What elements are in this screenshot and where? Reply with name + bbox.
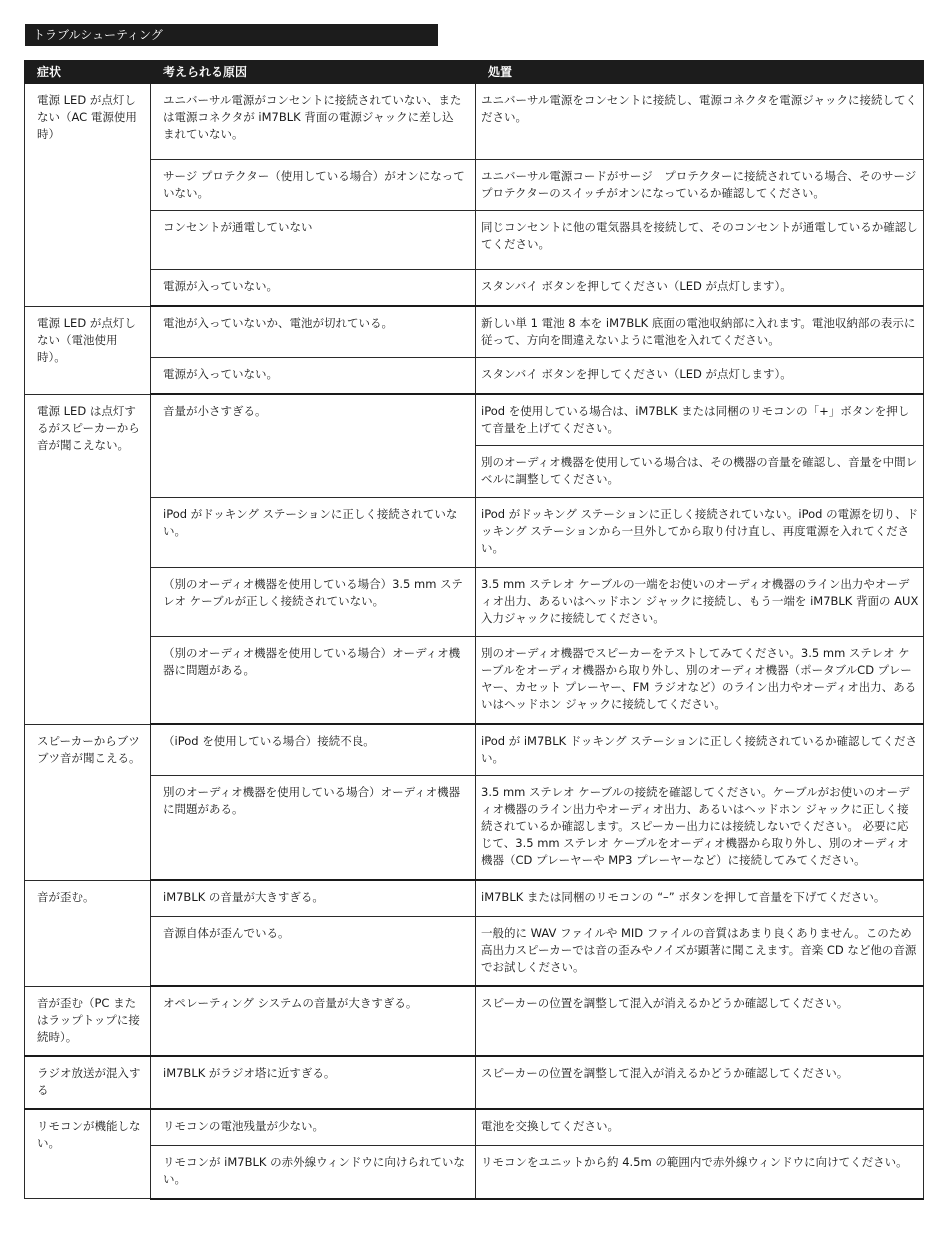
solution-cell: スタンバイ ボタンを押してください（LED が点灯します）。 xyxy=(476,270,924,307)
header-cause: 考えられる原因 xyxy=(151,61,476,84)
table-row xyxy=(25,160,924,211)
table-row xyxy=(25,986,924,1056)
table-row xyxy=(25,917,924,987)
table-row xyxy=(25,84,924,160)
cause-cell: 音源自体が歪んでいる。 xyxy=(151,917,476,987)
table-row xyxy=(25,211,924,270)
section-title: トラブルシューティング xyxy=(25,24,438,46)
symptom-cell: ラジオ放送が混入する xyxy=(25,1056,151,1109)
solution-cell: 3.5 mm ステレオ ケーブルの一端をお使いのオーディオ機器のライン出力やオーディオ出力、あるいはヘッドホン ジャックに接続し、もう一端を iM7BLK 背面の AUX 入力ジャックに接続してください。 xyxy=(476,568,924,637)
table-row xyxy=(25,358,924,395)
symptom-cell: 電源 LED が点灯しない（電池使用時）。 xyxy=(25,306,151,394)
solution-cell: 電池を交換してください。 xyxy=(476,1109,924,1146)
table-row xyxy=(25,270,924,307)
table-row xyxy=(25,1145,924,1199)
table-row xyxy=(25,1109,924,1146)
solution-cell: ユニバーサル電源をコンセントに接続し、電源コネクタを電源ジャックに接続してください。 xyxy=(476,84,924,160)
table-row xyxy=(25,394,924,446)
cause-cell: オペレーティング システムの音量が大きすぎる。 xyxy=(151,986,476,1056)
cause-cell: （別のオーディオ機器を使用している場合）3.5 mm ステレオ ケーブルが正しく接続されていない。 xyxy=(151,568,476,637)
solution-cell: ユニバーサル電源コードがサージ プロテクターに接続されている場合、そのサージ プロテクターのスイッチがオンになっているか確認してください。 xyxy=(476,160,924,211)
symptom-cell: 電源 LED が点灯しない（AC 電源使用時） xyxy=(25,84,151,307)
cause-cell: サージ プロテクター（使用している場合）がオンになっていない。 xyxy=(151,160,476,211)
table-header-row xyxy=(25,61,924,84)
cause-cell: コンセントが通電していない xyxy=(151,211,476,270)
symptom-cell: 音が歪む。 xyxy=(25,880,151,986)
solution-cell: スタンバイ ボタンを押してください（LED が点灯します）。 xyxy=(476,358,924,395)
header-symptom: 症状 xyxy=(25,61,151,84)
symptom-cell: 音が歪む（PC またはラップトップに接続時）。 xyxy=(25,986,151,1056)
symptom-cell: リモコンが機能しない。 xyxy=(25,1109,151,1199)
table-row xyxy=(25,724,924,776)
solution-cell: iPod を使用している場合は、iM7BLK または同梱のリモコンの「+」ボタンを押して音量を上げてください。 xyxy=(476,394,924,446)
troubleshooting-table xyxy=(24,60,924,1200)
cause-cell: リモコンの電池残量が少ない。 xyxy=(151,1109,476,1146)
table-row xyxy=(25,1056,924,1109)
solution-cell: 別のオーディオ機器でスピーカーをテストしてみてください。3.5 mm ステレオ ケーブルをオーディオ機器から取り外し、別のオーディオ機器（ポータブルCD プレーヤー、カセット プレーヤー、FM ラジオなど）のライン出力やオーディオ出力、あるいはヘッドホン ジャックに接続してください。 xyxy=(476,637,924,725)
solution-cell: 別のオーディオ機器を使用している場合は、その機器の音量を確認し、音量を中間レベルに調整してください。 xyxy=(476,446,924,498)
table-row xyxy=(25,568,924,637)
solution-cell: iM7BLK または同梱のリモコンの “–” ボタンを押して音量を下げてください。 xyxy=(476,880,924,917)
cause-cell: 音量が小さすぎる。 xyxy=(151,394,476,498)
symptom-cell: スピーカーからブツブツ音が聞こえる。 xyxy=(25,724,151,880)
solution-cell: iPod が iM7BLK ドッキング ステーションに正しく接続されているか確認してください。 xyxy=(476,724,924,776)
table-row xyxy=(25,637,924,725)
solution-cell: 同じコンセントに他の電気器具を接続して、そのコンセントが通電しているか確認してください。 xyxy=(476,211,924,270)
cause-cell: ユニバーサル電源がコンセントに接続されていない、または電源コネクタが iM7BLK 背面の電源ジャックに差し込まれていない。 xyxy=(151,84,476,160)
table-row xyxy=(25,776,924,881)
cause-cell: 別のオーディオ機器を使用している場合）オーディオ機器に問題がある。 xyxy=(151,776,476,881)
solution-cell: iPod がドッキング ステーションに正しく接続されていない。iPod の電源を切り、ドッキング ステーションから一旦外してから取り付け直し、再度電源を入れてください。 xyxy=(476,498,924,568)
table-row xyxy=(25,880,924,917)
cause-cell: 電源が入っていない。 xyxy=(151,358,476,395)
cause-cell: （iPod を使用している場合）接続不良。 xyxy=(151,724,476,776)
solution-cell: 新しい単 1 電池 8 本を iM7BLK 底面の電池収納部に入れます。電池収納部の表示に従って、方向を間違えないように電池を入れてください。 xyxy=(476,306,924,358)
cause-cell: iM7BLK の音量が大きすぎる。 xyxy=(151,880,476,917)
symptom-cell: 電源 LED は点灯するがスピーカーから音が聞こえない。 xyxy=(25,394,151,724)
solution-cell: スピーカーの位置を調整して混入が消えるかどうか確認してください。 xyxy=(476,986,924,1056)
header-solution: 処置 xyxy=(476,61,924,84)
cause-cell: iPod がドッキング ステーションに正しく接続されていない。 xyxy=(151,498,476,568)
solution-cell: 一般的に WAV ファイルや MID ファイルの音質はあまり良くありません。このため高出力スピーカーでは音の歪みやノイズが顕著に聞こえます。音楽 CD など他の音源でお試しください。 xyxy=(476,917,924,987)
cause-cell: 電池が入っていないか、電池が切れている。 xyxy=(151,306,476,358)
solution-cell: 3.5 mm ステレオ ケーブルの接続を確認してください。ケーブルがお使いのオーディオ機器のライン出力やオーディオ出力、あるいはヘッドホン ジャックに正しく接続されているか確認します。スピーカー出力には接続しないでください。 必要に応じて、3.5 mm ステレオ ケーブルをオーディオ機器から取り外し、別のオーディオ機器（CD プレーヤーや MP3 プレーヤーなど）に接続してみてください。 xyxy=(476,776,924,881)
cause-cell: 電源が入っていない。 xyxy=(151,270,476,307)
cause-cell: iM7BLK がラジオ塔に近すぎる。 xyxy=(151,1056,476,1109)
cause-cell: リモコンが iM7BLK の赤外線ウィンドウに向けられていない。 xyxy=(151,1145,476,1199)
table-row xyxy=(25,498,924,568)
cause-cell: （別のオーディオ機器を使用している場合）オーディオ機器に問題がある。 xyxy=(151,637,476,725)
table-row xyxy=(25,306,924,358)
solution-cell: スピーカーの位置を調整して混入が消えるかどうか確認してください。 xyxy=(476,1056,924,1109)
solution-cell: リモコンをユニットから約 4.5m の範囲内で赤外線ウィンドウに向けてください。 xyxy=(476,1145,924,1199)
